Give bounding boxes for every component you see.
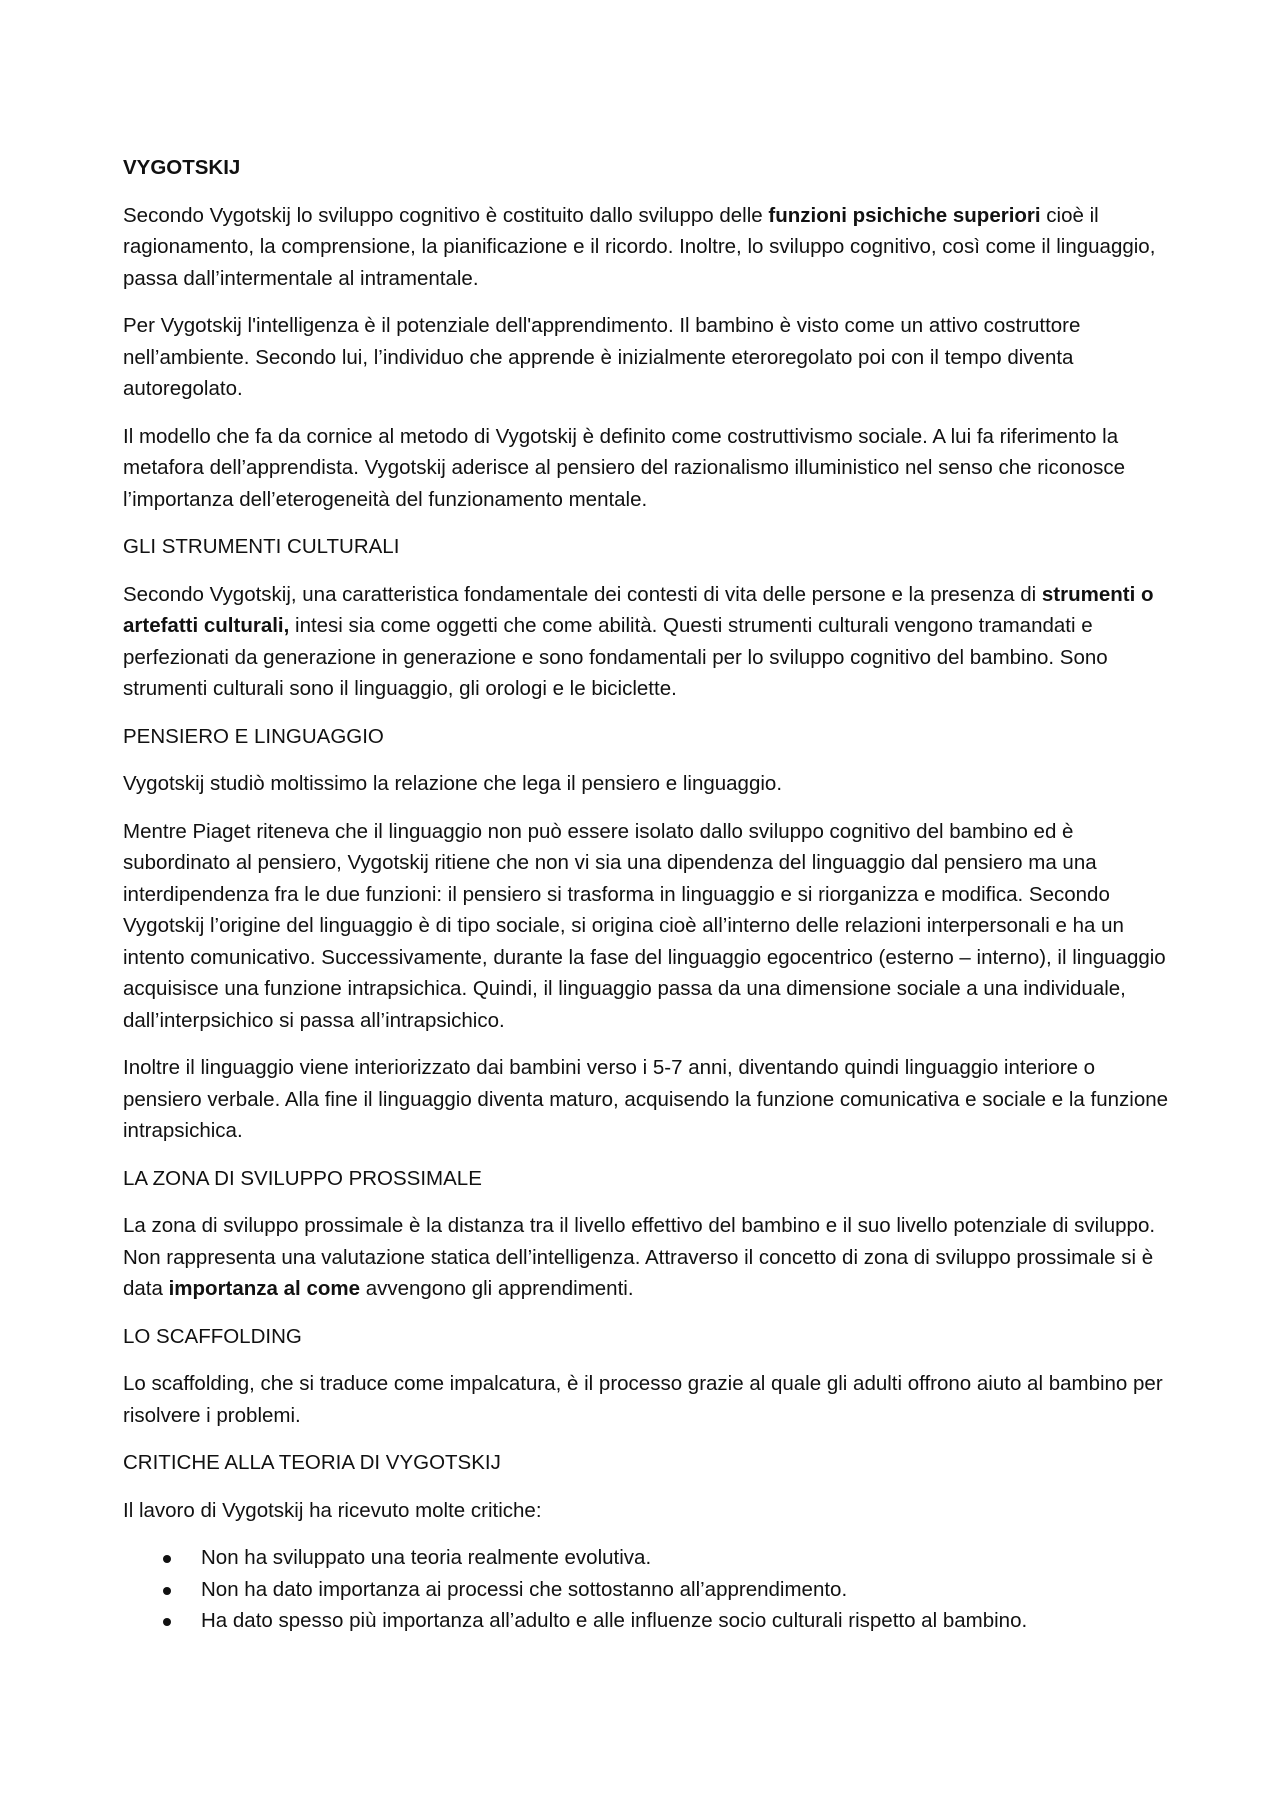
strumenti-paragraph — [123, 579, 1175, 705]
bullet-icon — [163, 1618, 171, 1626]
list-item-text: Non ha sviluppato una teoria realmente evolutiva. — [201, 1546, 652, 1569]
pensiero-paragraph-2: Mentre Piaget riteneva che il linguaggio non può essere isolato dallo sviluppo cognitivo del bambino ed è subordinato al pensiero, Vygotskij ritiene che non vi sia una dipendenza del linguaggio dal pensiero ma una interdipendenza fra le due funzioni: il pensiero si trasforma in linguaggio e si riorganizza e modifica. Secondo Vygotskij l’origine del linguaggio è di tipo sociale, si origina cioè all’interno delle relazioni interpersonali e ha un intento comunicativo. Successivamente, durante la fase del linguaggio egocentrico (esterno – interno), il linguaggio acquisisce una funzione intrapsichica. Quindi, il linguaggio passa da una dimensione sociale a una individuale, dall’interpsichico si passa all’intrapsichico. — [123, 819, 1166, 1032]
critiche-intro: Il lavoro di Vygotskij ha ricevuto molte critiche: — [123, 1498, 542, 1522]
intro-paragraph-1 — [123, 200, 1175, 295]
section-heading-zona: LA ZONA DI SVILUPPO PROSSIMALE — [123, 1166, 482, 1190]
document-page — [123, 152, 1175, 1637]
list-item — [123, 1605, 1175, 1637]
text: avvengono gli apprendimenti. — [360, 1277, 634, 1300]
section-heading-strumenti: GLI STRUMENTI CULTURALI — [123, 535, 400, 558]
list-item — [123, 1542, 1175, 1574]
text: cioè il ragionamento, la comprensione, la pianificazione e il ricordo. Inoltre, lo sviluppo cognitivo, così come il linguaggio, passa dall’intermentale al intramentale. — [123, 203, 1156, 290]
list-item — [123, 1574, 1175, 1606]
list-item-text: Non ha dato importanza ai processi che sottostanno all’apprendimento. — [201, 1577, 848, 1601]
bold-text: strumenti o artefatti culturali, — [123, 582, 1154, 637]
text: Secondo Vygotskij lo sviluppo cognitivo è costituito dallo sviluppo delle — [123, 203, 769, 227]
section-heading-critiche: CRITICHE ALLA TEORIA DI VYGOTSKIJ — [123, 1451, 501, 1474]
zona-paragraph — [123, 1210, 1175, 1305]
intro-paragraph-2: Per Vygotskij l'intelligenza è il potenziale dell'apprendimento. Il bambino è visto come un attivo costruttore nell’ambiente. Secondo lui, l’individuo che apprende è inizialmente eteroregolato poi con il tempo diventa autoregolato. — [123, 314, 1081, 400]
text: Secondo Vygotskij, una caratteristica fondamentale dei contesti di vita delle persone e la presenza di — [123, 582, 1042, 606]
bold-text: funzioni psichiche superiori — [768, 203, 1041, 227]
bullet-icon — [163, 1587, 171, 1595]
document-title: VYGOTSKIJ — [123, 156, 241, 179]
text: La zona di sviluppo prossimale è la distanza tra il livello effettivo del bambino e il suo livello potenziale di sviluppo. Non rappresenta una valutazione statica dell’intelligenza. Attraverso il concetto di zona di sviluppo prossimale si è data — [123, 1214, 1156, 1300]
intro-paragraph-3: Il modello che fa da cornice al metodo di Vygotskij è definito come costruttivismo sociale. A lui fa riferimento la metafora dell’apprendista. Vygotskij aderisce al pensiero del razionalismo illuministico nel senso che riconosce l’importanza dell’eterogeneità del funzionamento mentale. — [123, 424, 1125, 511]
list-item-text: Ha dato spesso più importanza all’adulto e alle influenze socio culturali rispetto al bambino. — [201, 1609, 1028, 1632]
section-heading-scaffolding: LO SCAFFOLDING — [123, 1324, 302, 1348]
bullet-icon — [163, 1555, 171, 1563]
bold-text: importanza al come — [168, 1277, 360, 1300]
scaffolding-paragraph: Lo scaffolding, che si traduce come impalcatura, è il processo grazie al quale gli adulti offrono aiuto al bambino per risolvere i problemi. — [123, 1372, 1163, 1427]
pensiero-paragraph-3: Inoltre il linguaggio viene interiorizzato dai bambini verso i 5-7 anni, diventando quindi linguaggio interiore o pensiero verbale. Alla fine il linguaggio diventa maturo, acquisendo la funzione comunicativa e sociale e la funzione intrapsichica. — [123, 1056, 1169, 1142]
section-heading-pensiero: PENSIERO E LINGUAGGIO — [123, 724, 384, 748]
text: intesi sia come oggetti che come abilità. Questi strumenti culturali vengono tramandati e perfezionati da generazione in generazione e sono fondamentali per lo sviluppo cognitivo del bambino. Sono strumenti culturali sono il linguaggio, gli orologi e le biciclette. — [123, 614, 1108, 700]
critiche-list — [123, 1542, 1175, 1637]
pensiero-paragraph-1: Vygotskij studiò moltissimo la relazione che lega il pensiero e linguaggio. — [123, 772, 783, 795]
